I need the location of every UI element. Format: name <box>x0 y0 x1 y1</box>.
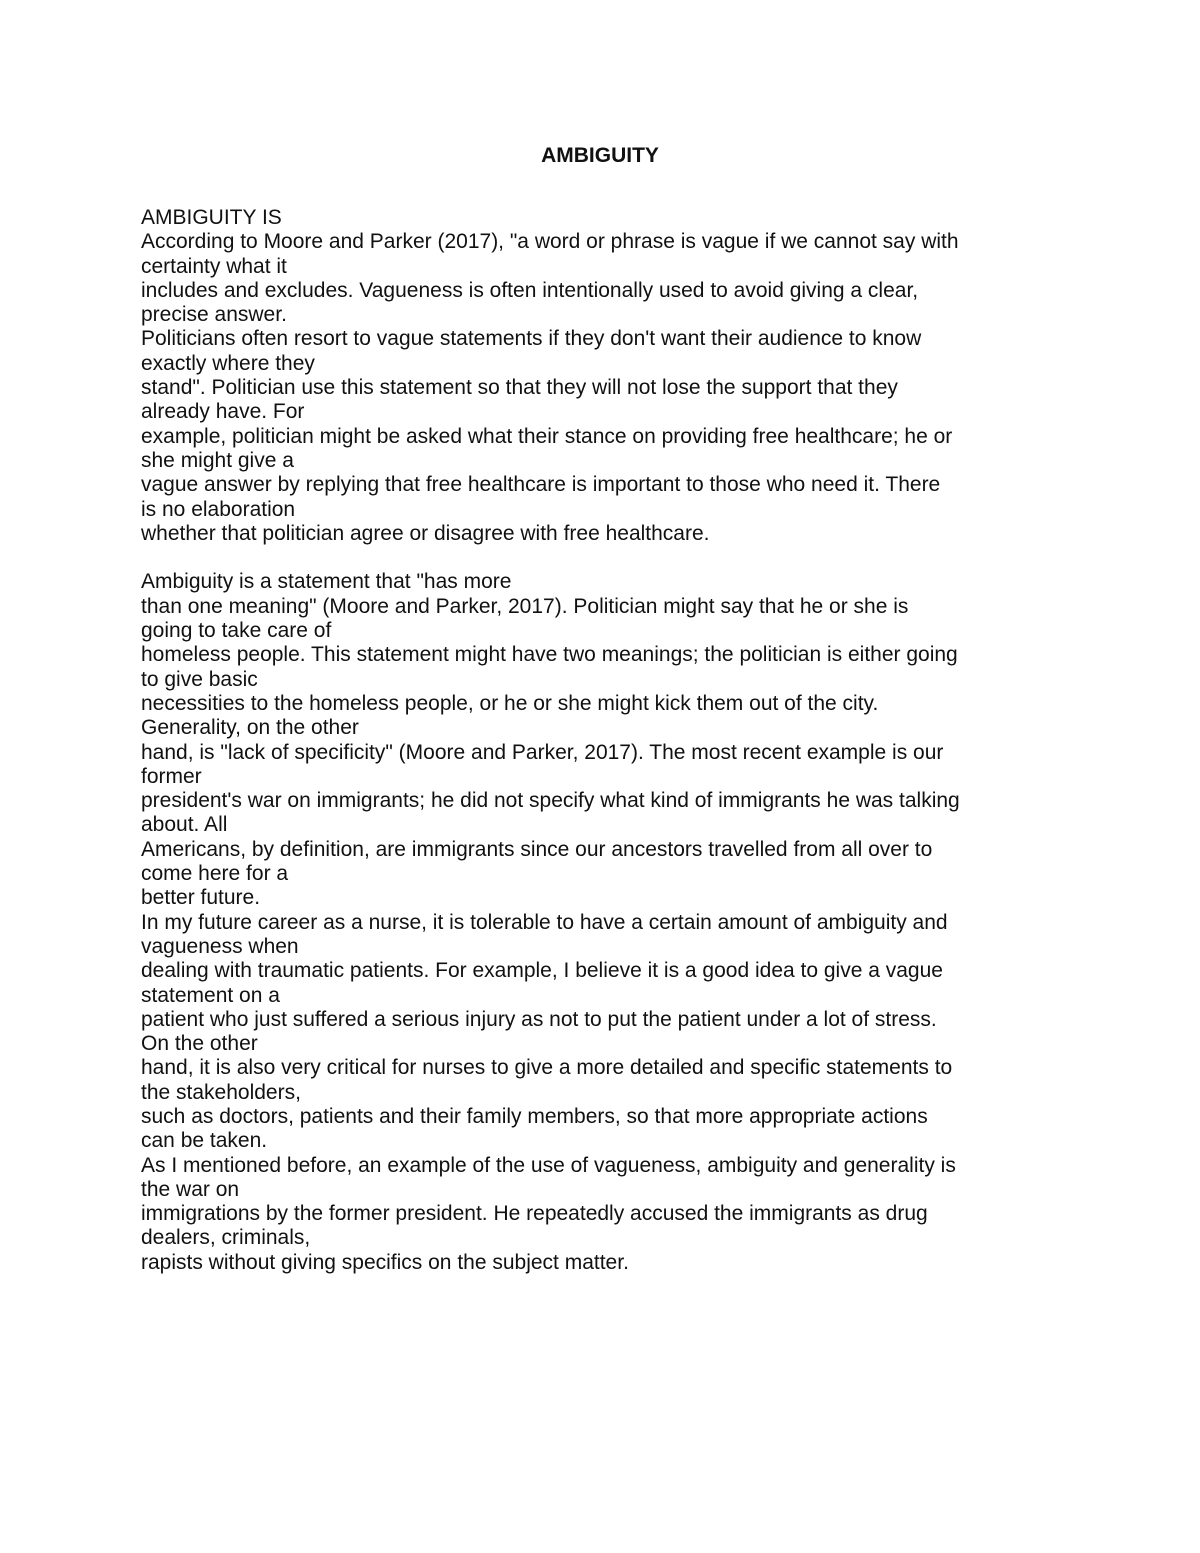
section-heading: AMBIGUITY IS <box>141 206 282 229</box>
text-line: Politicians often resort to vague statements if they don't want their audience to know <box>141 327 922 351</box>
text-line: such as doctors, patients and their family members, so that more appropriate actions <box>141 1104 928 1128</box>
text-line: As I mentioned before, an example of the use of vagueness, ambiguity and generality is <box>141 1153 956 1177</box>
text-line: Generality, on the other <box>141 716 359 740</box>
text-line: immigrations by the former president. He repeatedly accused the immigrants as drug <box>141 1202 928 1226</box>
text-line: dealers, criminals, <box>141 1226 311 1250</box>
text-line: necessities to the homeless people, or he or she might kick them out of the city. <box>141 691 879 715</box>
text-line: statement on a <box>141 983 280 1007</box>
paragraph-vagueness <box>141 230 1071 546</box>
text-line: certainty what it <box>141 254 287 278</box>
text-line: vague answer by replying that free healthcare is important to those who need it. There <box>141 473 941 497</box>
text-line: hand, it is also very critical for nurses to give a more detailed and specific statements to <box>141 1056 953 1080</box>
text-line: In my future career as a nurse, it is tolerable to have a certain amount of ambiguity and <box>141 910 948 934</box>
text-line: already have. For <box>141 400 305 424</box>
text-line: president's war on immigrants; he did not specify what kind of immigrants he was talking <box>141 789 960 813</box>
text-line: the stakeholders, <box>141 1080 301 1104</box>
text-line: come here for a <box>141 862 289 886</box>
text-line: Americans, by definition, are immigrants since our ancestors travelled from all over to <box>141 837 933 861</box>
text-line: former <box>141 764 202 788</box>
document-body <box>141 206 1071 1275</box>
text-line: can be taken. <box>141 1129 268 1153</box>
text-line: example, politician might be asked what their stance on providing free healthcare; he or <box>141 424 953 448</box>
text-line: she might give a <box>141 448 294 472</box>
text-line: includes and excludes. Vagueness is often intentionally used to avoid giving a clear, <box>141 278 919 302</box>
text-line: On the other <box>141 1032 258 1056</box>
text-line: about. All <box>141 813 228 837</box>
text-line: vagueness when <box>141 934 299 958</box>
text-line: to give basic <box>141 667 258 691</box>
document-title: AMBIGUITY <box>541 144 659 167</box>
paragraph-ambiguity <box>141 570 1071 1275</box>
text-line: hand, is "lack of specificity" (Moore and Parker, 2017). The most recent example is our <box>141 740 944 764</box>
text-line: than one meaning" (Moore and Parker, 2017). Politician might say that he or she is <box>141 594 909 618</box>
text-line: precise answer. <box>141 303 287 327</box>
text-line: homeless people. This statement might have two meanings; the politician is either going <box>141 643 958 667</box>
text-line: the war on <box>141 1177 240 1201</box>
text-line: is no elaboration <box>141 497 296 521</box>
text-line: Ambiguity is a statement that "has more <box>141 570 512 594</box>
text-line: better future. <box>141 886 261 910</box>
text-line: exactly where they <box>141 351 315 375</box>
text-line: According to Moore and Parker (2017), "a word or phrase is vague if we cannot say with <box>141 230 959 254</box>
text-line: patient who just suffered a serious injury as not to put the patient under a lot of stress. <box>141 1007 937 1031</box>
text-line: rapists without giving specifics on the subject matter. <box>141 1250 629 1274</box>
text-line: dealing with traumatic patients. For example, I believe it is a good idea to give a vague <box>141 959 943 983</box>
text-line: stand". Politician use this statement so that they will not lose the support that they <box>141 376 898 400</box>
text-line: whether that politician agree or disagree with free healthcare. <box>141 521 710 545</box>
paragraph-spacer <box>141 546 1071 570</box>
text-line: going to take care of <box>141 619 332 643</box>
